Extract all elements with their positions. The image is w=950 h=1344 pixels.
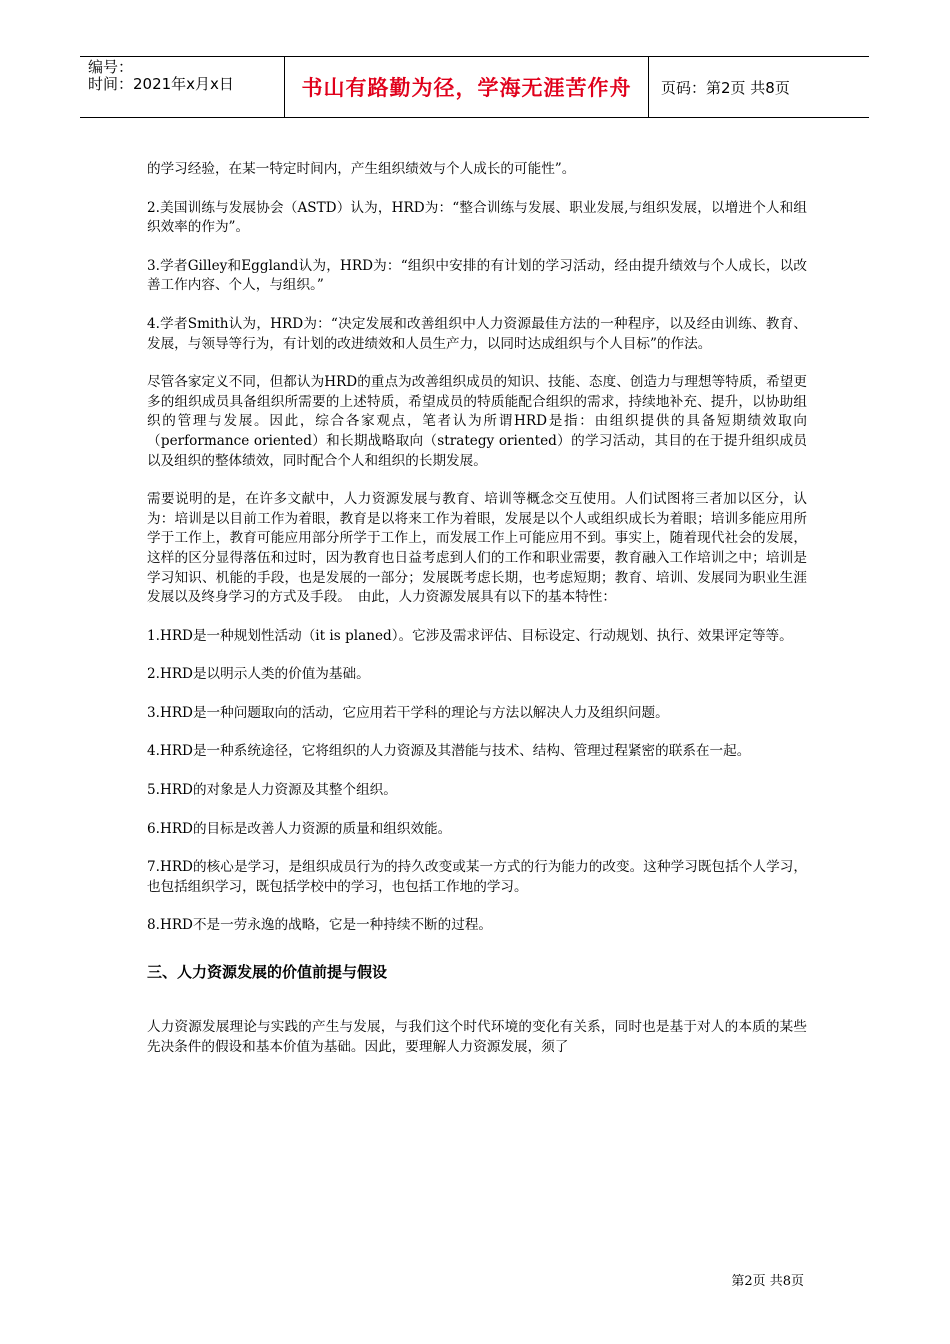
header-motto: 书山有路勤为径，学海无涯苦作舟 <box>284 57 649 117</box>
document-body <box>147 160 807 1076</box>
header-meta <box>80 57 284 117</box>
section-heading: 三、人力资源发展的价值前提与假设 <box>147 963 388 982</box>
list-item: 6.HRD的目标是改善人力资源的质量和组织效能。 <box>147 820 452 837</box>
list-item: 5.HRD的对象是人力资源及其整个组织。 <box>147 782 397 799</box>
list-item: 4.HRD是一种系统途径，它将组织的人力资源及其潜能与技术、结构、管理过程紧密的联系在一起。 <box>147 743 751 760</box>
paragraph: 的学习经验，在某一特定时间内，产生组织绩效与个人成长的可能性”。 <box>147 161 576 177</box>
paragraph: 人力资源发展理论与实践的产生与发展，与我们这个时代环境的变化有关系，同时也是基于对人的本质的某些先决条件的假设和基本价值为基础。因此，要理解人力资源发展，须了 <box>147 1019 807 1055</box>
paragraph: 2.美国训练与发展协会（ASTD）认为，HRD为：“整合训练与发展、职业发展,与组织发展，以增进个人和组织效率的作为”。 <box>147 199 807 236</box>
list-item: 3.HRD是一种问题取向的活动，它应用若干学科的理论与方法以解决人力及组织问题。 <box>147 704 669 721</box>
list-item: 8.HRD不是一劳永逸的战略，它是一种持续不断的过程。 <box>147 917 493 934</box>
serial-label: 编号： <box>88 58 134 76</box>
paragraph: 需要说明的是，在许多文献中，人力资源发展与教育、培训等概念交互使用。人们试图将三者加以区分，认为：培训是以目前工作为着眼，教育是以将来工作为着眼，发展是以个人或组织成长为着眼；培训多能应用所学于工作上，教育可能应用部分所学于工作上，而发展工作上可能应用不到。事实上，随着现代社会的发展，这样的区分显得落伍和过时，因为教育也日益考虑到人们的工作和职业需要，教育融入工作培训之中；培训是学习知识、机能的手段，也是发展的一部分；发展既考虑长期，也考虑短期；教育、培训、发展同为职业生涯发展以及终身学习的方式及手段。 由此，人力资源发展具有以下的基本特性： <box>147 491 807 606</box>
list-item: 2.HRD是以明示人类的价值为基础。 <box>147 666 370 683</box>
paragraph: 3.学者Gilley和Eggland认为，HRD为：“组织中安排的有计划的学习活动，经由提升绩效与个人成长，以改善工作内容、个人，与组织。” <box>147 257 807 294</box>
time-label: 时间：2021年x月x日 <box>88 75 234 93</box>
page-header <box>80 56 869 118</box>
list-item: 7.HRD的核心是学习，是组织成员行为的持久改变或某一方式的行为能力的改变。这种学习既包括个人学习，也包括组织学习，既包括学校中的学习，也包括工作地的学习。 <box>147 859 807 895</box>
header-page-info: 页码：第2页 共8页 <box>661 78 790 97</box>
page-footer: 第2页 共8页 <box>731 1274 804 1289</box>
list-item: 1.HRD是一种规划性活动（it is planed）。它涉及需求评估、目标设定、行动规划、执行、效果评定等等。 <box>147 627 793 644</box>
paragraph: 尽管各家定义不同，但都认为HRD的重点为改善组织成员的知识、技能、态度、创造力与理想等特质，希望更多的组织成员具备组织所需要的上述特质，希望成员的特质能配合组织的需求，持续地补充、提升，以协助组织的管理与发展。因此，综合各家观点，笔者认为所谓HRD是指：由组织提供的具备短期绩效取向（performance oriented）和长期战略取向（strategy oriented）的学习活动，其目的在于提升组织成员以及组织的整体绩效，同时配合个人和组织的长期发展。 <box>147 374 807 469</box>
paragraph: 4.学者Smith认为，HRD为：“决定发展和改善组织中人力资源最佳方法的一种程序，以及经由训练、教育、发展，与领导等行为，有计划的改进绩效和人员生产力，以同时达成组织与个人目标”的作法。 <box>147 315 807 352</box>
